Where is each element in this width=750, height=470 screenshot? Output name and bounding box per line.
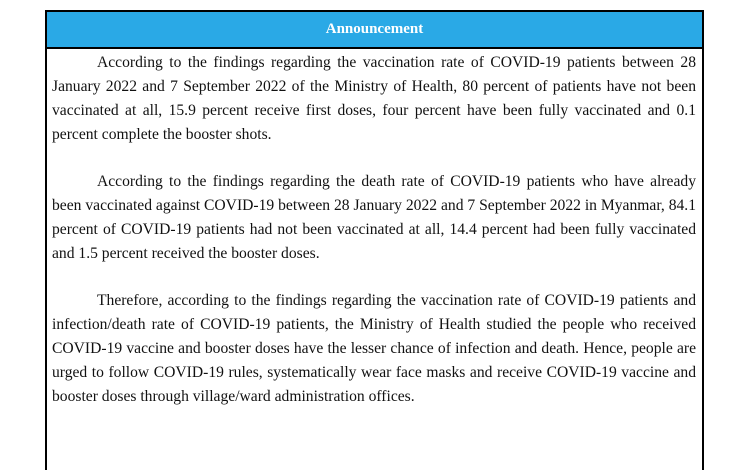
announcement-body xyxy=(47,51,702,409)
paragraph-conclusion: Therefore, according to the findings regarding the vaccination rate of COVID-19 patients and infection/death rate of COVID-19 patients, the Ministry of Health studied the people who received COVID-19 vaccine and booster doses have the lesser chance of infection and death. Hence, people are urged to follow COVID-19 rules, systematically wear face masks and receive COVID-19 vaccine and booster doses through village/ward administration offices. xyxy=(52,292,696,405)
paragraph-vaccination-rate: According to the findings regarding the vaccination rate of COVID-19 patients between 28 January 2022 and 7 September 2022 of the Ministry of Health, 80 percent of patients have not been vaccinated at all, 15.9 percent receive first doses, four percent have been fully vaccinated and 0.1 percent complete the booster shots. xyxy=(52,54,696,143)
announcement-box xyxy=(45,10,704,470)
announcement-title: Announcement xyxy=(47,12,702,49)
paragraph-death-rate: According to the findings regarding the death rate of COVID-19 patients who have already been vaccinated against COVID-19 between 28 January 2022 and 7 September 2022 in Myanmar, 84.1 percent of COVID-19 patients had not been vaccinated at all, 14.4 percent had been fully vaccinated and 1.5 percent received the booster doses. xyxy=(52,173,696,262)
